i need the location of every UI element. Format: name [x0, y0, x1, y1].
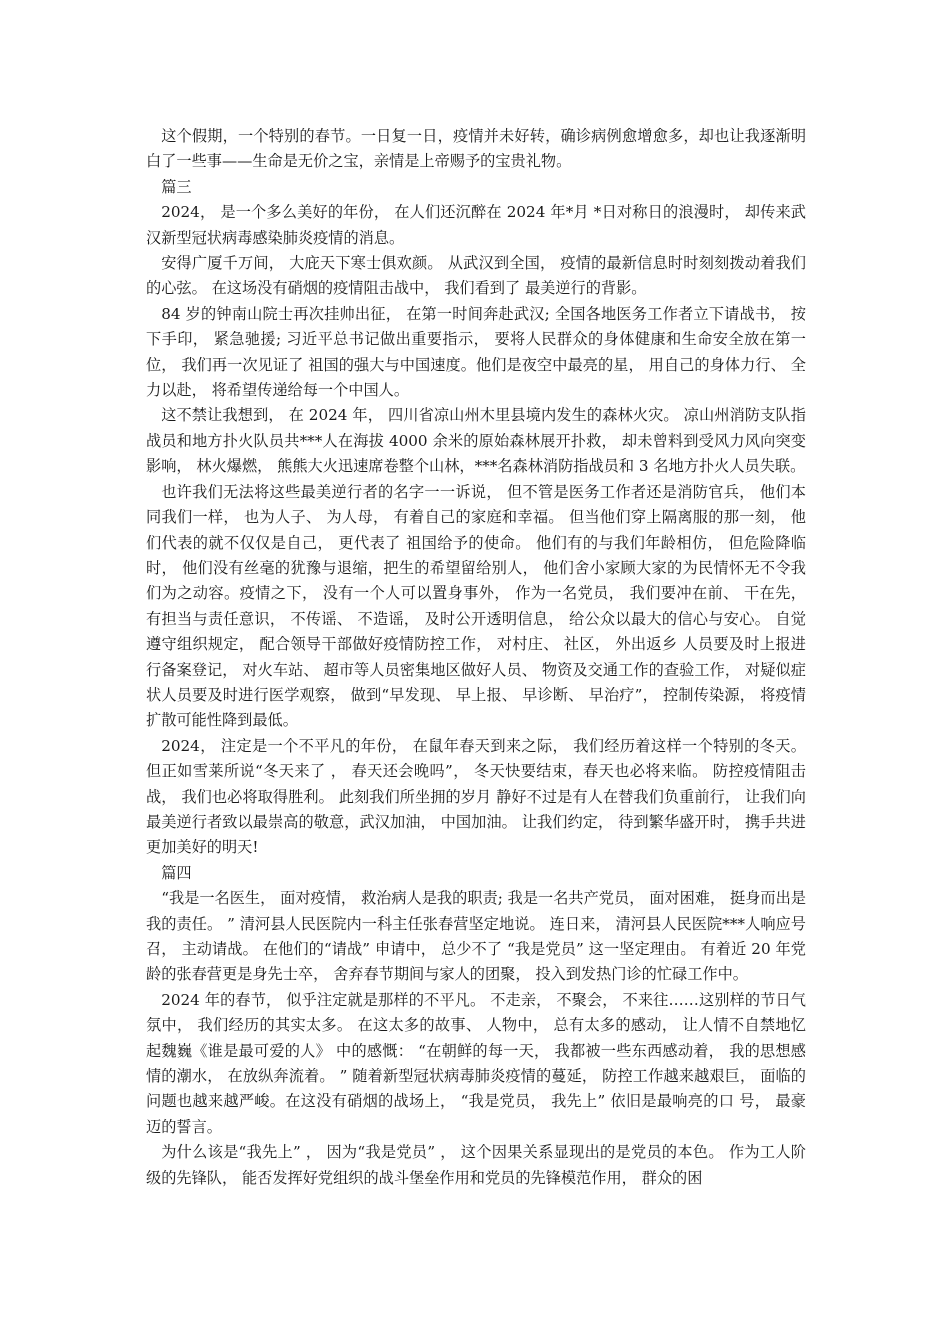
paragraph: 安得广厦千万间， 大庇天下寒士俱欢颜。 从武汉到全国， 疫情的最新信息时时刻刻拨动着我们的心弦。 在这场没有硝烟的疫情阻击战中， 我们看到了 最美逆行的背影。 [146, 254, 806, 298]
paragraph: 84 岁的钟南山院士再次挂帅出征， 在第一时间奔赴武汉; 全国各地医务工作者立下请战书， 按下手印， 紧急驰援; 习近平总书记做出重要指示， 要将人民群众的身体健康和生命安全放在第一位， 我们再一次见证了 祖国的强大与中国速度。他们是夜空中最亮的星， 用自己的身体力行、 全力以赴， 将希望传递给每一个中国人。 [146, 304, 806, 400]
section-heading: 篇四 [161, 863, 192, 882]
document-page [146, 124, 806, 1191]
paragraph: 也许我们无法将这些最美逆行者的名字一一诉说， 但不管是医务工作者还是消防官兵， 他们本同我们一样， 也为人子、 为人母， 有着自己的家庭和幸福。 但当他们穿上隔离服的那一刻， 他们代表的就不仅仅是自己， 更代表了 祖国给予的使命。 他们有的与我们年龄相仿， 但危险降临时， 他们没有丝毫的犹豫与退缩，把生的希望留给别人， 他们舍小家顾大家的为民情怀无不令我们为之动容。疫情之下， 没有一个人可以置身事外， 作为一名党员， 我们要冲在前、 干在先， 有担当与责任意识， 不传谣、 不造谣， 及时公开透明信息， 给公众以最大的信心与安心。 自觉遵守组织规定， 配合领导干部做好疫情防控工作， 对村庄、 社区， 外出返乡 人员要及时上报进行备案登记， 对火车站、 超市等人员密集地区做好人员、 物资及交通工作的查验工作， 对疑似症状人员要及时进行医学观察， 做到“早发现、 早上报、 早诊断、 早治疗”， 控制传染源， 将疫情扩散可能性降到最低。 [146, 482, 806, 730]
paragraph: 2024， 注定是一个不平凡的年份， 在鼠年春天到来之际， 我们经历着这样一个特别的冬天。 但正如雪莱所说“冬天来了 ， 春天还会晚吗”， 冬天快要结束，春天也必将来临。 防控疫情阻击战， 我们也必将取得胜利。 此刻我们所坐拥的岁月 静好不过是有人在替我们负重前行， 让我们向最美逆行者致以最崇高的敬意，武汉加油， 中国加油。 让我们约定， 待到繁华盛开时， 携手共进更加美好的明天! [146, 736, 806, 857]
section-heading: 篇三 [161, 177, 192, 196]
paragraph: 为什么该是“我先上” ， 因为“我是党员” ， 这个因果关系显现出的是党员的本色。 作为工人阶级的先锋队， 能否发挥好党组织的战斗堡垒作用和党员的先锋模范作用， 群众的困 [146, 1143, 806, 1187]
paragraph: 这不禁让我想到， 在 2024 年， 四川省凉山州木里县境内发生的森林火灾。 凉山州消防支队指战员和地方扑火队员共***人在海拔 4000 余米的原始森林展开扑救， 却未曾料到受风力风向突变影响， 林火爆燃， 熊熊大火迅速席卷整个山林，***名森林消防指战员和 3 名地方扑火人员失联。 [146, 406, 806, 476]
paragraph: 2024 年的春节， 似乎注定就是那样的不平凡。 不走亲， 不聚会， 不来往……这别样的节日气氛中， 我们经历的其实太多。 在这太多的故事、 人物中， 总有太多的感动， 让人情不自禁地忆起魏巍《谁是最可爱的人》 中的感慨： “在朝鲜的每一天， 我都被一些东西感动着， 我的思想感情的潮水， 在放纵奔流着。 ” 随着新型冠状病毒肺炎疫情的蔓延， 防控工作越来越艰巨， 面临的问题也越来越严峻。在这没有硝烟的战场上， “我是党员， 我先上” 依旧是最响亮的口 号， 最豪迈的誓言。 [146, 990, 806, 1136]
paragraph: “我是一名医生， 面对疫情， 救治病人是我的职责; 我是一名共产党员， 面对困难， 挺身而出是我的责任。 ” 清河县人民医院内一科主任张春营坚定地说。 连日来， 清河县人民医院***人响应号召， 主动请战。 在他们的“请战” 申请中， 总少不了 “我是党员” 这一坚定理由。 有着近 20 年党龄的张春营更是身先士卒， 舍弃春节期间与家人的团聚， 投入到发热门诊的忙碌工作中。 [146, 889, 806, 984]
paragraph: 2024， 是一个多么美好的年份， 在人们还沉醉在 2024 年*月 *日对称日的浪漫时， 却传来武汉新型冠状病毒感染肺炎疫情的消息。 [146, 203, 806, 247]
paragraph: 这个假期，一个特别的春节。一日复一日，疫情并未好转，确诊病例愈增愈多，却也让我逐渐明白了一些事——生命是无价之宝，亲情是上帝赐予的宝贵礼物。 [146, 127, 806, 171]
